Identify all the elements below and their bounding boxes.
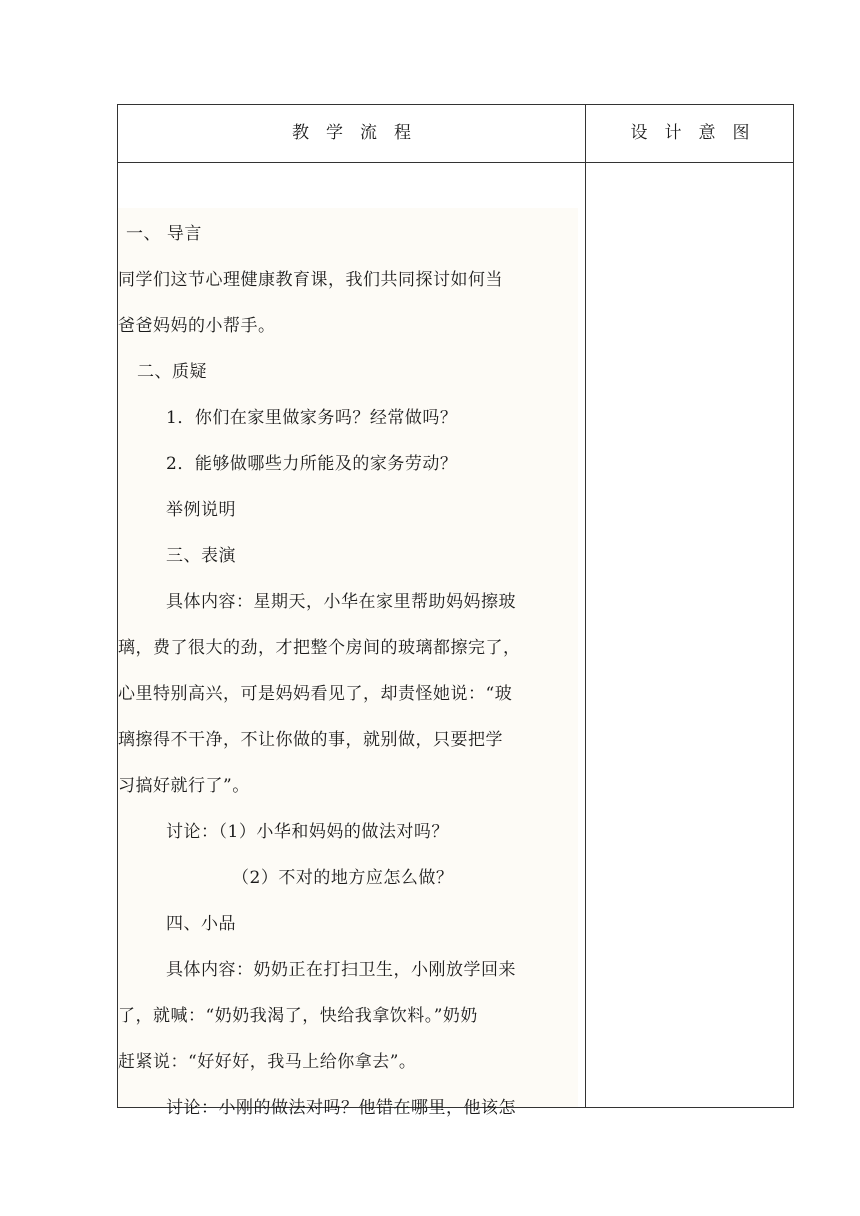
header-divider bbox=[118, 162, 793, 163]
paragraph-line: 习搞好就行了”。 bbox=[118, 776, 250, 796]
paragraph-line: 具体内容：奶奶正在打扫卫生，小刚放学回来 bbox=[166, 960, 516, 980]
paragraph-line: 具体内容：星期天，小华在家里帮助妈妈擦玻 bbox=[166, 592, 516, 612]
question-item: 1．你们在家里做家务吗？经常做吗？ bbox=[166, 408, 458, 428]
paragraph-line: 了，就喊：“奶奶我渴了，快给我拿饮料。”奶奶 bbox=[118, 1006, 478, 1026]
lesson-table bbox=[117, 104, 794, 1118]
paragraph-line: 赶紧说：“好好好，我马上给你拿去”。 bbox=[118, 1052, 417, 1072]
section-heading: 一、 导言 bbox=[126, 224, 202, 244]
paragraph-line: 璃擦得不干净，不让你做的事，就别做，只要把学 bbox=[118, 730, 503, 750]
paragraph-line: 讨论：小刚的做法对吗？他错在哪里，他该怎 bbox=[166, 1098, 516, 1118]
column-divider bbox=[585, 105, 586, 1107]
discussion-item: 讨论：（1）小华和妈妈的做法对吗？ bbox=[166, 822, 449, 842]
paragraph-line: 同学们这节心理健康教育课，我们共同探讨如何当 bbox=[118, 270, 503, 290]
section-heading: 三、表演 bbox=[166, 546, 236, 566]
section-heading: 四、小品 bbox=[166, 914, 236, 934]
paragraph-line: 心里特别高兴，可是妈妈看见了，却责怪她说：“玻 bbox=[118, 684, 513, 704]
header-teaching-process: 教 学 流 程 bbox=[292, 123, 411, 143]
header-design-intent: 设 计 意 图 bbox=[630, 123, 750, 143]
question-item: 2．能够做哪些力所能及的家务劳动？ bbox=[166, 454, 458, 474]
discussion-item: （2）不对的地方应怎么做？ bbox=[232, 868, 454, 888]
paragraph-line: 爸爸妈妈的小帮手。 bbox=[118, 316, 276, 336]
paragraph-line: 举例说明 bbox=[166, 500, 236, 520]
paragraph-line: 璃，费了很大的劲，才把整个房间的玻璃都擦完了， bbox=[118, 638, 521, 658]
section-heading: 二、质疑 bbox=[137, 362, 207, 382]
teaching-process-content bbox=[118, 208, 578, 1118]
